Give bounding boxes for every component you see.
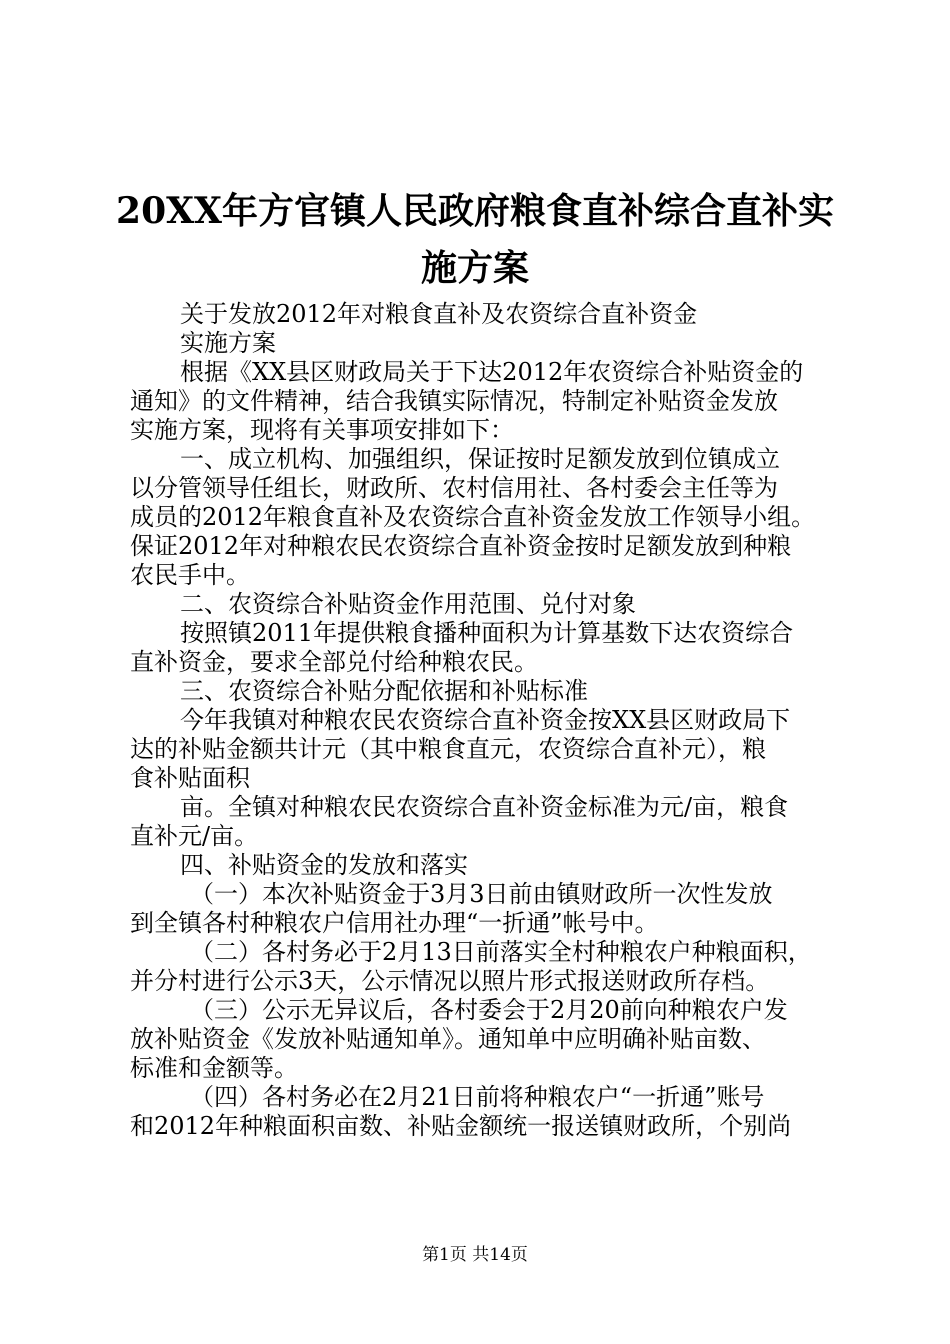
body-line: 按照镇2011年提供粮食播种面积为计算基数下达农资综合 <box>180 619 794 647</box>
body-line: （三）公示无异议后，各村委会于2月20前向种粮农户发 <box>190 996 788 1024</box>
body-line: 食补贴面积 <box>130 764 250 792</box>
body-line: 达的补贴金额共计元（其中粮食直元，农资综合直补元），粮 <box>130 735 766 763</box>
body-line: 和2012年种粮面积亩数、补贴金额统一报送镇财政所，个别尚 <box>130 1112 792 1140</box>
body-line: 直补元/亩。 <box>130 822 259 850</box>
body-line: 一、成立机构、加强组织，保证按时足额发放到位镇成立 <box>180 445 780 473</box>
body-line: 标准和金额等。 <box>130 1054 298 1082</box>
body-line: 保证2012年对种粮农民农资综合直补资金按时足额发放到种粮 <box>130 532 792 560</box>
body-line: 成员的2012年粮食直补及农资综合直补资金发放工作领导小组。 <box>130 503 816 531</box>
body-line: 今年我镇对种粮农民农资综合直补资金按XX县区财政局下 <box>180 706 791 734</box>
body-line: 以分管领导任组长，财政所、农村信用社、各村委会主任等为 <box>130 474 778 502</box>
body-line: 四、补贴资金的发放和落实 <box>180 851 468 879</box>
document-title-line-1: 20XX年方官镇人民政府粮食直补综合直补实 <box>116 190 834 232</box>
body-line: （一）本次补贴资金于3月3日前由镇财政所一次性发放 <box>190 880 773 908</box>
body-line: 实施方案，现将有关事项安排如下： <box>130 416 514 444</box>
document-body <box>130 300 832 1141</box>
body-line: 实施方案 <box>180 329 276 357</box>
document-title-line-2: 施方案 <box>420 247 529 289</box>
body-line: 并分村进行公示3天，公示情况以照片形式报送财政所存档。 <box>130 967 770 995</box>
body-line: 二、农资综合补贴资金作用范围、兑付对象 <box>180 590 636 618</box>
page-footer: 第1页 共14页 <box>422 1245 528 1265</box>
body-line: 根据《XX县区财政局关于下达2012年农资综合补贴资金的 <box>180 358 804 386</box>
body-line: 农民手中。 <box>130 561 250 589</box>
body-line: 放补贴资金《发放补贴通知单》。通知单中应明确补贴亩数、 <box>130 1025 766 1053</box>
body-line: 关于发放2012年对粮食直补及农资综合直补资金 <box>180 300 698 328</box>
body-line: 直补资金，要求全部兑付给种粮农民。 <box>130 648 538 676</box>
body-line: 亩。全镇对种粮农民农资综合直补资金标准为元/亩，粮食 <box>180 793 789 821</box>
body-line: 三、农资综合补贴分配依据和补贴标准 <box>180 677 588 705</box>
body-line: 到全镇各村种粮农户信用社办理“一折通”帐号中。 <box>130 909 659 937</box>
body-line: （二）各村务必于2月13日前落实全村种粮农户种粮面积， <box>190 938 812 966</box>
body-line: 通知》的文件精神，结合我镇实际情况，特制定补贴资金发放 <box>130 387 778 415</box>
body-line: （四）各村务必在2月21日前将种粮农户“一折通”账号 <box>190 1083 765 1111</box>
